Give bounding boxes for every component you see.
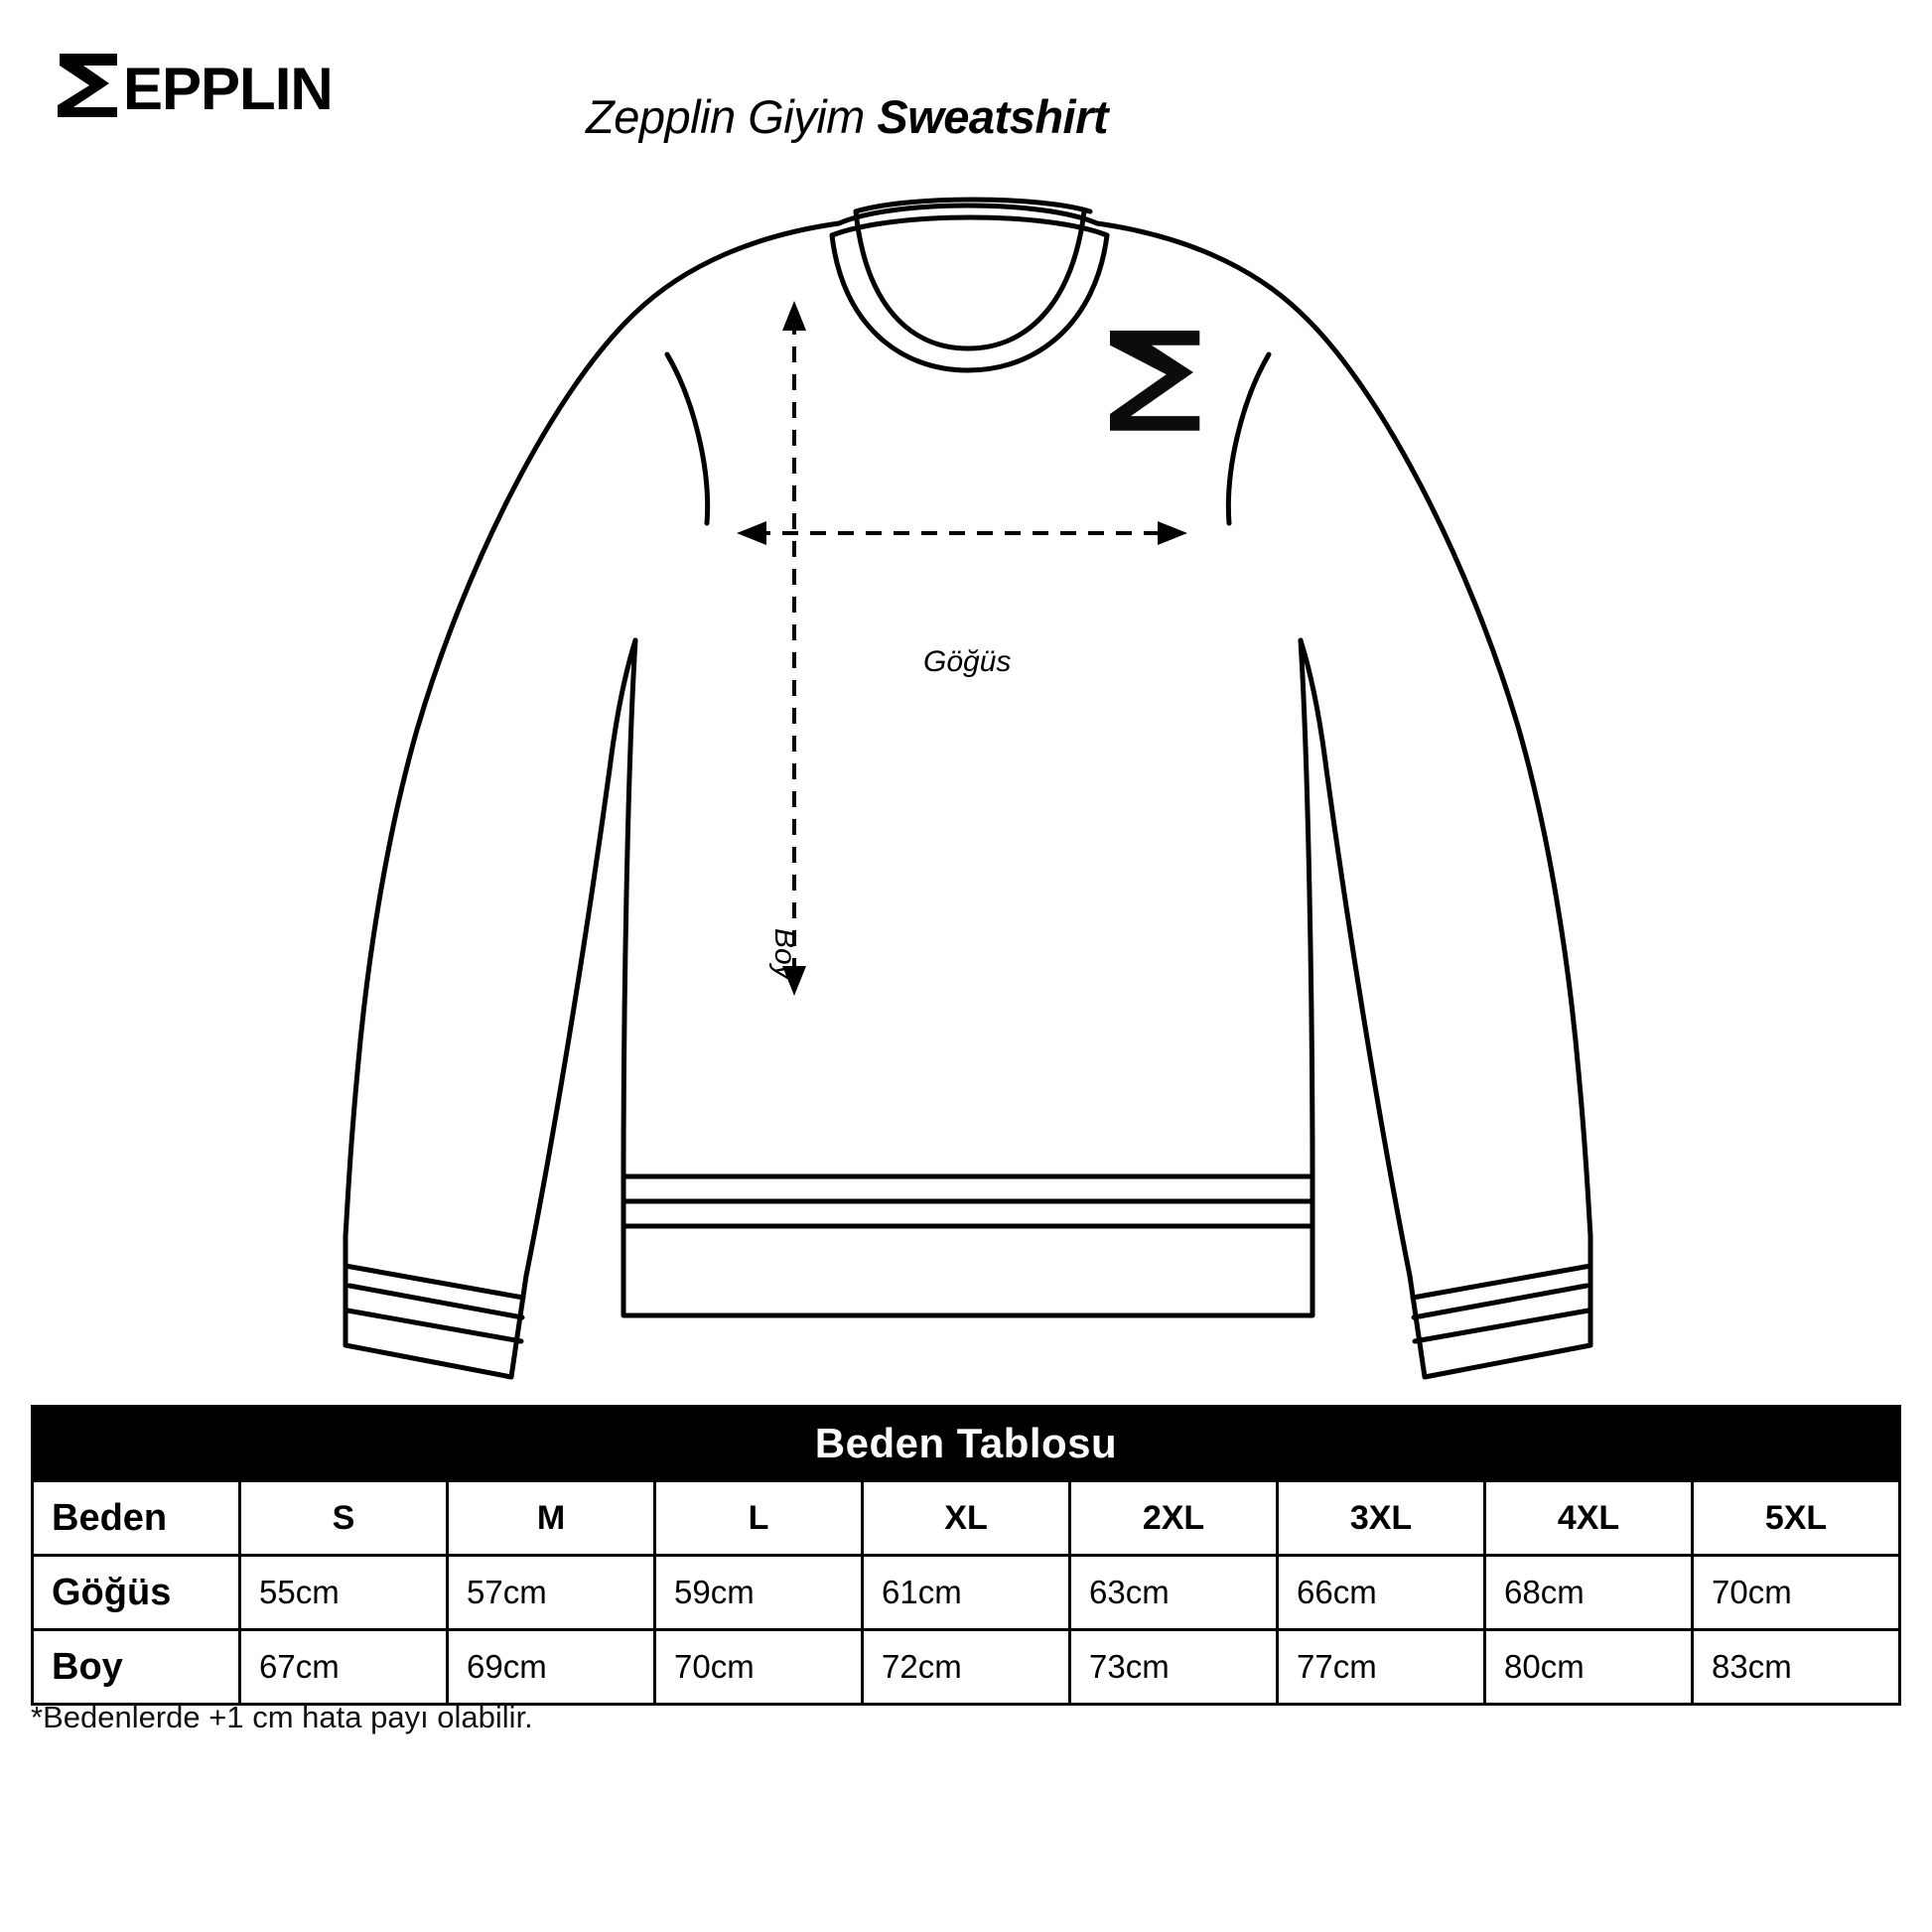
row-header-boy: Boy	[33, 1630, 240, 1705]
col-header-3xl: 3XL	[1278, 1481, 1485, 1556]
col-header-xl: XL	[863, 1481, 1070, 1556]
chest-5xl: 70cm	[1693, 1556, 1900, 1630]
size-tolerance-note: *Bedenlerde +1 cm hata payı olabilir.	[31, 1700, 533, 1734]
chest-xl: 61cm	[863, 1556, 1070, 1630]
page-title	[586, 89, 1108, 144]
chest-3xl: 66cm	[1278, 1556, 1485, 1630]
table-row	[33, 1556, 1900, 1630]
vertical-double-arrow-icon	[782, 301, 806, 996]
col-header-2xl: 2XL	[1070, 1481, 1278, 1556]
page-header	[0, 0, 1932, 179]
row-header-gogus: Göğüs	[33, 1556, 240, 1630]
zepplin-z-mark-icon	[1110, 331, 1199, 431]
col-header-m: M	[448, 1481, 655, 1556]
length-xl: 72cm	[863, 1630, 1070, 1705]
zepplin-z-logo-icon	[50, 46, 347, 125]
chest-l: 59cm	[655, 1556, 863, 1630]
page-title-bold: Sweatshirt	[877, 90, 1109, 143]
col-header-5xl: 5XL	[1693, 1481, 1900, 1556]
sweatshirt-outline-icon	[0, 174, 1932, 1395]
col-header-s: S	[240, 1481, 448, 1556]
length-l: 70cm	[655, 1630, 863, 1705]
length-m: 69cm	[448, 1630, 655, 1705]
col-header-4xl: 4XL	[1485, 1481, 1693, 1556]
length-5xl: 83cm	[1693, 1630, 1900, 1705]
horizontal-double-arrow-icon	[737, 521, 1187, 545]
table-title-row	[33, 1407, 1900, 1481]
brand-logo	[50, 46, 347, 125]
garment-illustration	[0, 174, 1932, 1395]
length-dimension-label: Boy	[768, 928, 801, 980]
length-4xl: 80cm	[1485, 1630, 1693, 1705]
col-header-l: L	[655, 1481, 863, 1556]
length-s: 67cm	[240, 1630, 448, 1705]
chest-s: 55cm	[240, 1556, 448, 1630]
length-2xl: 73cm	[1070, 1630, 1278, 1705]
length-3xl: 77cm	[1278, 1630, 1485, 1705]
chest-2xl: 63cm	[1070, 1556, 1278, 1630]
chest-dimension-label: Göğüs	[923, 645, 1012, 678]
size-table-wrapper	[31, 1405, 1901, 1706]
table-header-row	[33, 1481, 1900, 1556]
chest-4xl: 68cm	[1485, 1556, 1693, 1630]
row-header-beden: Beden	[33, 1481, 240, 1556]
table-row	[33, 1630, 1900, 1705]
size-table	[31, 1405, 1901, 1706]
page-title-light: Zepplin Giyim	[586, 90, 878, 143]
chest-m: 57cm	[448, 1556, 655, 1630]
svg-text:EPPLIN: EPPLIN	[123, 56, 333, 122]
size-table-title: Beden Tablosu	[33, 1407, 1900, 1481]
